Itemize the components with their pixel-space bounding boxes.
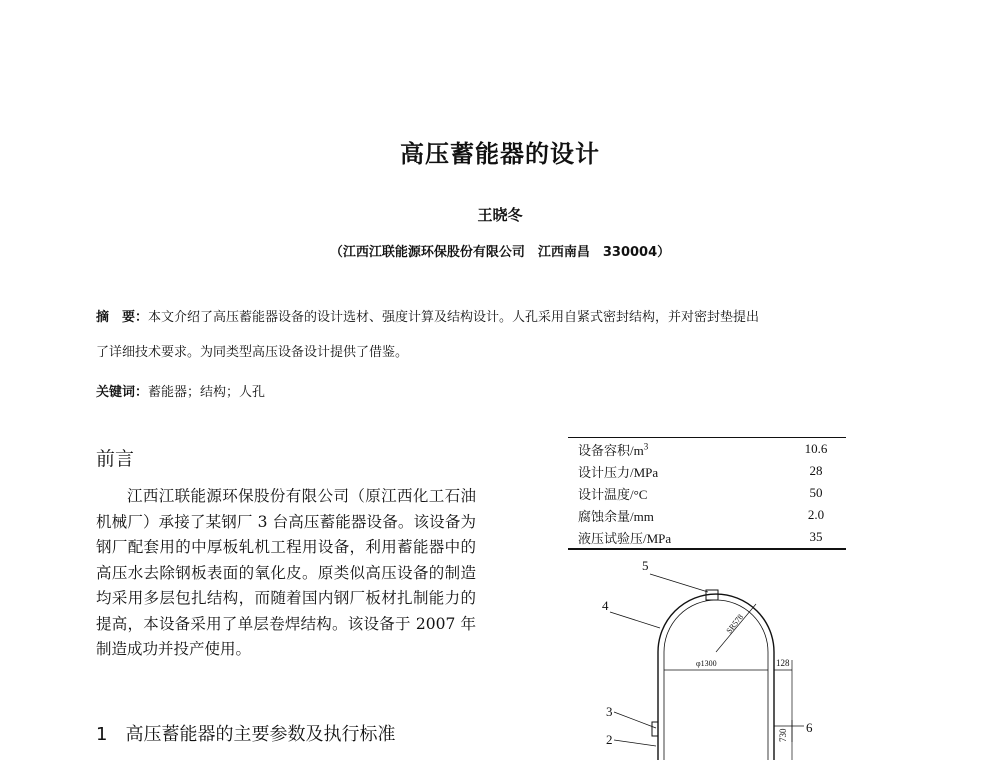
table-row — [568, 460, 846, 482]
param-label: 设计压力/MPa — [578, 464, 659, 480]
keywords-line — [96, 381, 896, 400]
drawing-dim-radius: SR578 — [724, 612, 745, 636]
drawing-dim-diameter: φ1300 — [696, 659, 717, 668]
drawing-part-label: 3 — [606, 704, 613, 719]
param-label: 液压试验压/MPa — [568, 526, 786, 549]
drawing-part-label: 2 — [606, 732, 613, 747]
param-value: 10.6 — [786, 438, 846, 461]
param-value: 2.0 — [807, 507, 825, 522]
table-row — [568, 438, 846, 461]
drawing-part-label: 4 — [602, 598, 609, 613]
abstract-text-1: 本文介绍了高压蓄能器设备的设计选材、强度计算及结构设计。人孔采用自紧式密封结构，并对密封垫提出 — [148, 310, 760, 325]
accumulator-drawing — [560, 552, 860, 760]
table-row — [568, 504, 846, 526]
drawing-part-label: 6 — [806, 720, 813, 735]
param-value: 28 — [809, 463, 823, 478]
abstract-label: 摘 要： — [96, 310, 149, 325]
author-name: 王晓冬 — [477, 206, 523, 224]
keywords-text: 蓄能器；结构；人孔 — [148, 385, 266, 400]
abstract-line-2: 了详细技术要求。为同类型高压设备设计提供了借鉴。 — [96, 345, 409, 360]
drawing-part-label: 5 — [642, 558, 649, 573]
abstract-line-1 — [96, 306, 896, 325]
param-label: 设备容积$/m^3$ — [568, 438, 786, 461]
table-row — [568, 482, 846, 504]
preface-heading: 前言 — [96, 448, 135, 470]
param-label: 腐蚀余量/mm — [578, 508, 654, 524]
author-affiliation: （江西江联能源环保股份有限公司 江西南昌 330004） — [329, 245, 671, 260]
param-label: 设计温度/°C — [578, 486, 648, 502]
drawing-dim-width: 128 — [776, 658, 790, 668]
drawing-dim-height: 730 — [778, 728, 788, 742]
param-value: 35 — [786, 526, 846, 549]
section-1-heading: 1 高压蓄能器的主要参数及执行标准 — [96, 724, 396, 745]
table-row — [568, 526, 846, 549]
parameter-table — [568, 437, 846, 550]
param-value: 50 — [809, 485, 823, 500]
paper-title: 高压蓄能器的设计 — [400, 140, 600, 168]
preface-body — [96, 484, 476, 663]
keywords-label: 关键词： — [96, 385, 149, 400]
preface-paragraph: 江西江联能源环保股份有限公司（原江西化工石油机械厂）承接了某钢厂 3 台高压蓄能器设备。该设备为钢厂配套用的中厚板轧机工程用设备，利用蓄能器中的高压水去除钢板表面的氧化皮。原类似高压设备的制造均采用多层包扎结构，而随着国内钢厂板材扎制能力的提高，本设备采用了单层卷焊结构。该设备于 2007 年制造成功并投产使用。 — [96, 487, 476, 658]
